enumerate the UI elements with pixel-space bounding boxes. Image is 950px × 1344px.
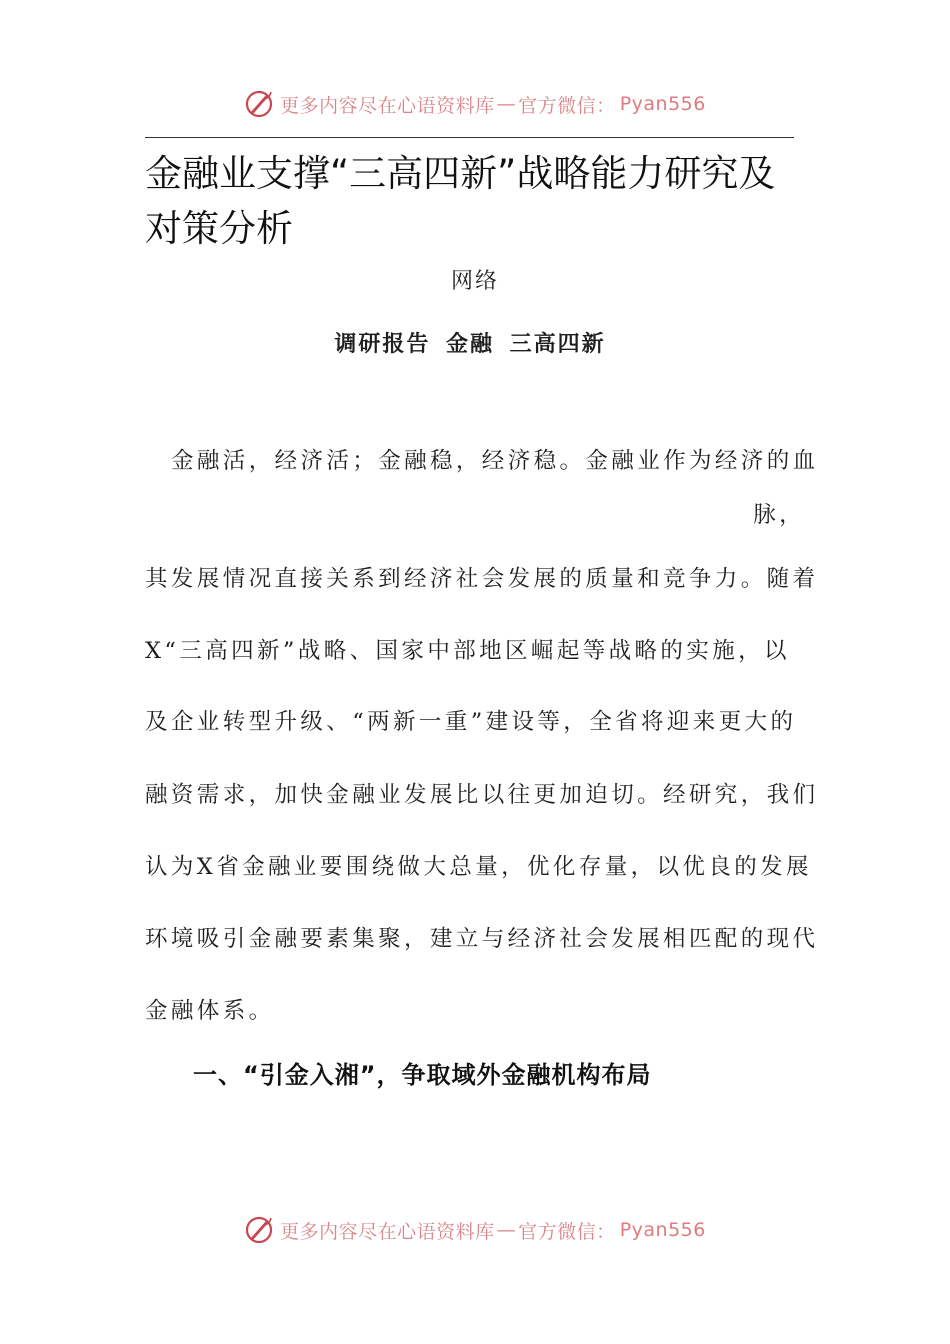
body-line: 及企业转型升级、“两新一重”建设等，全省将迎来更大的 [145, 709, 797, 735]
quill-logo-icon [244, 89, 274, 119]
header-wechat-id: Pyan556 [619, 93, 706, 115]
body-line: X“三高四新”战略、国家中部地区崛起等战略的实施，以 [145, 638, 790, 664]
footer-dash: — [496, 1219, 517, 1241]
header-wechat-label: 官方微信： [518, 94, 616, 117]
body-line: 认为X省金融业要围绕做大总量，优化存量，以优良的发展 [145, 854, 812, 880]
quill-logo-icon [244, 1215, 274, 1245]
header-brand-text: 更多内容尽在心语资料库 [280, 94, 495, 117]
section-heading: 一、“引金入湘”，争取域外金融机构布局 [193, 1061, 652, 1089]
title-line-1: 金融业支撑“三高四新”战略能力研究及 [145, 152, 776, 195]
body-line: 环境吸引金融要素集聚，建立与经济社会发展相匹配的现代 [145, 926, 819, 952]
body-line: 脉， [753, 502, 805, 528]
footer-wechat-label: 官方微信： [518, 1220, 616, 1243]
footer-banner [0, 1208, 950, 1252]
header-divider [145, 137, 794, 138]
document-keywords: 调研报告 金融 三高四新 [334, 331, 606, 357]
body-line: 融资需求，加快金融业发展比以往更加迫切。经研究，我们 [145, 782, 819, 808]
footer-wechat-id: Pyan556 [619, 1219, 706, 1241]
title-line-2: 对策分析 [145, 207, 293, 250]
body-line: 其发展情况直接关系到经济社会发展的质量和竞争力。随着 [145, 566, 819, 592]
body-line: 金融活，经济活；金融稳，经济稳。金融业作为经济的血 [171, 448, 819, 474]
footer-brand-text: 更多内容尽在心语资料库 [280, 1220, 495, 1243]
document-author: 网络 [450, 269, 499, 294]
header-banner [0, 82, 950, 126]
header-dash: — [496, 93, 517, 115]
body-line: 金融体系。 [145, 998, 275, 1024]
document-title [145, 146, 805, 256]
